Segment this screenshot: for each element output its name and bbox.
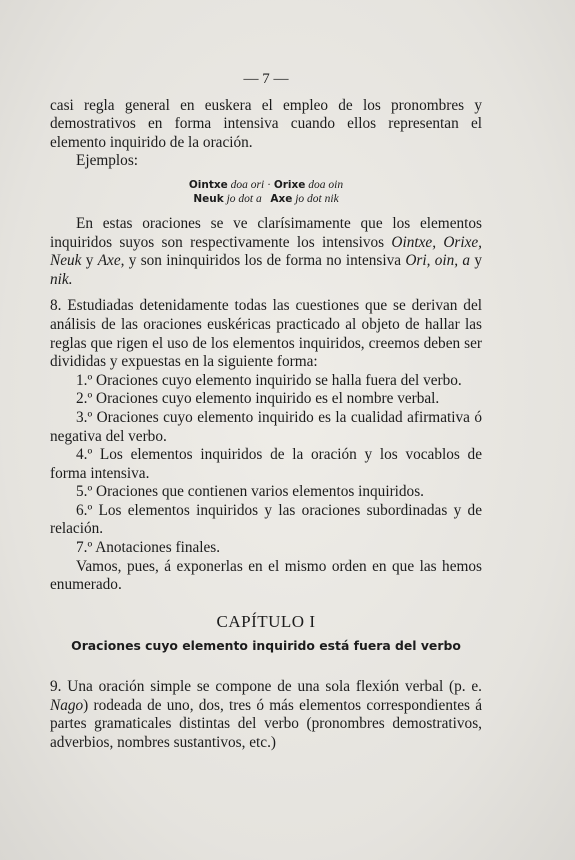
paragraph-8: 8. Estudiadas detenidamente todas las cuestiones que se derivan del análisis de las oraciones euskéricas practicado al objeto de hallar las reglas que rigen el uso de los elementos inquiridos, creemos deben ser divididas y expuestas en la siguiente forma:	[50, 297, 482, 371]
example-separator: ·	[267, 178, 271, 191]
example-phrase: doa oin	[308, 178, 344, 191]
chapter-list	[50, 372, 482, 558]
chapter-subtitle: Oraciones cuyo elemento inquirido está fuera del verbo	[71, 638, 461, 654]
page-number: — 7 —	[243, 71, 289, 87]
page-content	[50, 70, 482, 752]
example-phrase: jo dot a	[226, 192, 262, 205]
paragraph-9: 9. Una oración simple se compone de una sola flexión verbal (p. e. Nago) rodeada de uno, dos, tres ó más elementos correspondientes á partes gramaticales distintas del verbo (pronombres demostrativos, adverbios, nombres sustantivos, etc.)	[50, 678, 482, 751]
list-item: 4.º Los elementos inquiridos de la oración y los vocablos de forma intensiva.	[50, 446, 482, 482]
list-item: 2.º Oraciones cuyo elemento inquirido es el nombre verbal.	[76, 390, 440, 408]
closing-sentence: Vamos, pues, á exponerlas en el mismo orden en que las hemos enumerado.	[50, 557, 482, 594]
chapter-title: CAPÍTULO I	[216, 611, 316, 631]
example-line-1	[50, 178, 482, 192]
list-item: 5.º Oraciones que contienen varios elementos inquiridos.	[76, 483, 424, 501]
list-item: 3.º Oraciones cuyo elemento inquirido es la cualidad afirmativa ó negativa del verbo.	[50, 408, 482, 445]
list-item: 1.º Oraciones cuyo elemento inquirido se halla fuera del verbo.	[76, 371, 462, 389]
example-line-2	[50, 192, 482, 206]
example-word: Ointxe	[188, 178, 228, 191]
list-item: 6.º Los elementos inquiridos y las oraciones subordinadas y de relación.	[50, 501, 482, 538]
example-word: Orixe	[273, 178, 306, 191]
ejemplos-label: Ejemplos:	[76, 152, 139, 170]
example-phrase: jo dot nik	[295, 192, 339, 205]
list-item: 7.º Anotaciones finales.	[76, 539, 221, 557]
example-word: Axe	[270, 192, 293, 205]
paragraph-explanation: En estas oraciones se ve clarísimamente que los elementos inquiridos suyos son respectivamente los intensivos Ointxe, Orixe, Neuk y Axe, y son ininquiridos los de forma no intensiva Ori, oin, a y nik.	[50, 214, 483, 288]
paragraph-continuation: casi regla general en euskera el empleo de los pronombres y demostrativos en forma intensiva cuando ellos representan el elemento inquirido de la oración.	[50, 96, 482, 151]
example-phrase: doa ori	[230, 178, 265, 191]
examples-block	[50, 178, 482, 206]
example-word: Neuk	[193, 192, 224, 205]
